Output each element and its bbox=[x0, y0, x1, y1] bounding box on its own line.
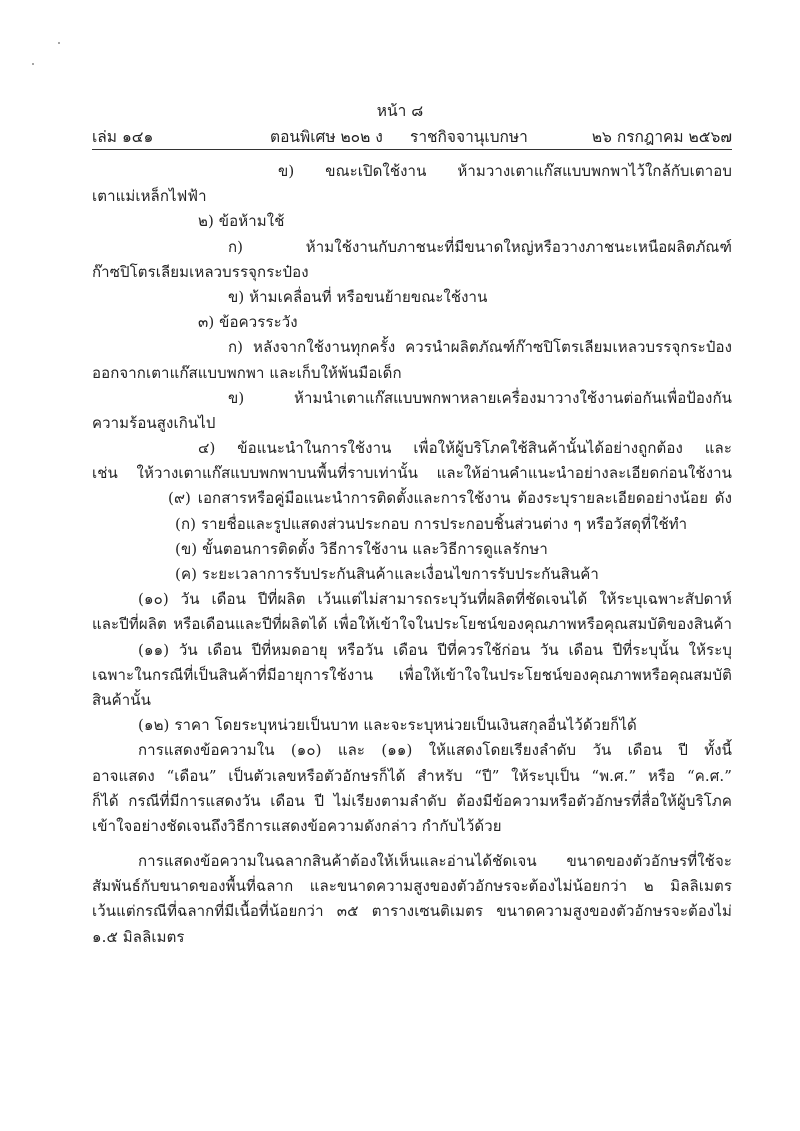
header-gazette-title: ราชกิจจานุเบกษา bbox=[410, 128, 528, 146]
text-line: (๑๒) ราคา โดยระบุหน่วยเป็นบาท และจะระบุหน่วยเป็นเงินสกุลอื่นไว้ด้วยก็ได้ bbox=[138, 716, 637, 735]
text-line: เข้าใจอย่างชัดเจนถึงวิธีการแสดงข้อความดังกล่าว กำกับไว้ด้วย bbox=[92, 816, 502, 835]
scan-speck bbox=[58, 42, 60, 44]
text-line: การแสดงข้อความใน (๑๐) และ (๑๑) ให้แสดงโดยเรียงลำดับ วัน เดือน ปี ทั้งนี้ bbox=[138, 741, 732, 760]
text-line: สัมพันธ์กับขนาดของพื้นที่ฉลาก และขนาดความสูงของตัวอักษรจะต้องไม่น้อยกว่า ๒ มิลลิเมตร bbox=[92, 877, 732, 896]
document-body bbox=[0, 159, 800, 950]
text-line: ข) ห้ามนำเตาแก๊สแบบพกพาหลายเครื่องมาวางใช้งานต่อกันเพื่อป้องกัน bbox=[228, 388, 732, 407]
text-line: เช่น ให้วางเตาแก๊สแบบพกพาบนพื้นที่ราบเท่านั้น และให้อ่านคำแนะนำอย่างละเอียดก่อนใช้งาน bbox=[92, 464, 732, 483]
text-line: (๑๑) วัน เดือน ปีที่หมดอายุ หรือวัน เดือน ปีที่ควรใช้ก่อน วัน เดือน ปีที่ระบุนั้น ให้ระบุ bbox=[138, 640, 732, 659]
text-line: ๔) ข้อแนะนำในการใช้งาน เพื่อให้ผู้บริโภคใช้สินค้านั้นได้อย่างถูกต้อง และ bbox=[198, 439, 732, 458]
text-line: (ค) ระยะเวลาการรับประกันสินค้าและเงื่อนไขการรับประกันสินค้า bbox=[175, 565, 599, 583]
text-line: ความร้อนสูงเกินไป bbox=[92, 413, 216, 432]
text-line: ก็ได้ กรณีที่มีการแสดงวัน เดือน ปี ไม่เรียงตามลำดับ ต้องมีข้อความหรือตัวอักษรที่สื่อให้ผู้บริโภค bbox=[92, 791, 732, 810]
text-line: (๑๐) วัน เดือน ปีที่ผลิต เว้นแต่ไม่สามารถระบุวันที่ผลิตที่ชัดเจนได้ ให้ระบุเฉพาะสัปดาห์ bbox=[138, 590, 732, 609]
header-volume: เล่ม ๑๔๑ bbox=[92, 128, 154, 146]
text-line: ออกจากเตาแก๊สแบบพกพา และเก็บให้พ้นมือเด็ก bbox=[92, 363, 402, 382]
text-line: ก) ห้ามใช้งานกับภาชนะที่มีขนาดใหญ่หรือวางภาชนะเหนือผลิตภัณฑ์ bbox=[228, 237, 732, 256]
text-line: ๑.๕ มิลลิเมตร bbox=[92, 927, 185, 946]
text-line: การแสดงข้อความในฉลากสินค้าต้องให้เห็นและอ่านได้ชัดเจน ขนาดของตัวอักษรที่ใช้จะ bbox=[138, 852, 732, 871]
text-line: ก) หลังจากใช้งานทุกครั้ง ควรนำผลิตภัณฑ์ก๊าซปิโตรเลียมเหลวบรรจุกระป๋อง bbox=[228, 338, 732, 357]
text-line: เตาแม่เหล็กไฟฟ้า bbox=[92, 187, 207, 206]
text-line: อาจแสดง “เดือน” เป็นตัวเลขหรือตัวอักษรก็ได้ สำหรับ “ปี” ให้ระบุเป็น “พ.ศ.” หรือ “ค.ศ.” bbox=[92, 766, 732, 785]
text-line: และปีที่ผลิต หรือเดือนและปีที่ผลิตได้ เพื่อให้เข้าใจในประโยชน์ของคุณภาพหรือคุณสมบัติของสินค้า bbox=[92, 615, 732, 634]
text-line: ก๊าซปิโตรเลียมเหลวบรรจุกระป๋อง bbox=[92, 262, 309, 281]
header-rule bbox=[92, 149, 732, 150]
header-date: ๒๖ กรกฎาคม ๒๕๖๗ bbox=[591, 128, 732, 146]
text-line: ข) ขณะเปิดใช้งาน ห้ามวางเตาแก๊สแบบพกพาไว้ใกล้กับเตาอบ bbox=[278, 162, 732, 180]
text-line: (ก) รายชื่อและรูปแสดงส่วนประกอบ การประกอบชิ้นส่วนต่าง ๆ หรือวัสดุที่ใช้ทำ bbox=[175, 514, 688, 533]
text-line: ข) ห้ามเคลื่อนที่ หรือขนย้ายขณะใช้งาน bbox=[228, 287, 488, 306]
text-line: เฉพาะในกรณีที่เป็นสินค้าที่มีอายุการใช้งาน เพื่อให้เข้าใจในประโยชน์ของคุณภาพหรือคุณสมบัติ bbox=[92, 665, 732, 684]
text-line: สินค้านั้น bbox=[92, 690, 151, 709]
text-line: เว้นแต่กรณีที่ฉลากที่มีเนื้อที่น้อยกว่า ๓๕ ตารางเซนติเมตร ขนาดความสูงของตัวอักษรจะต้องไม่ bbox=[92, 902, 732, 921]
header-issue: ตอนพิเศษ ๒๐๒ ง bbox=[270, 128, 383, 146]
text-line: ๓) ข้อควรระวัง bbox=[198, 313, 298, 332]
text-line: (๙) เอกสารหรือคู่มือแนะนำการติดตั้งและการใช้งาน ต้องระบุรายละเอียดอย่างน้อย ดัง bbox=[168, 489, 732, 508]
text-line: ๒) ข้อห้ามใช้ bbox=[198, 212, 285, 231]
scan-speck bbox=[32, 63, 34, 65]
gazette-header bbox=[92, 124, 732, 146]
page-number: หน้า ๘ bbox=[376, 102, 424, 120]
text-line: (ข) ขั้นตอนการติดตั้ง วิธีการใช้งาน และวิธีการดูแลรักษา bbox=[175, 539, 548, 558]
